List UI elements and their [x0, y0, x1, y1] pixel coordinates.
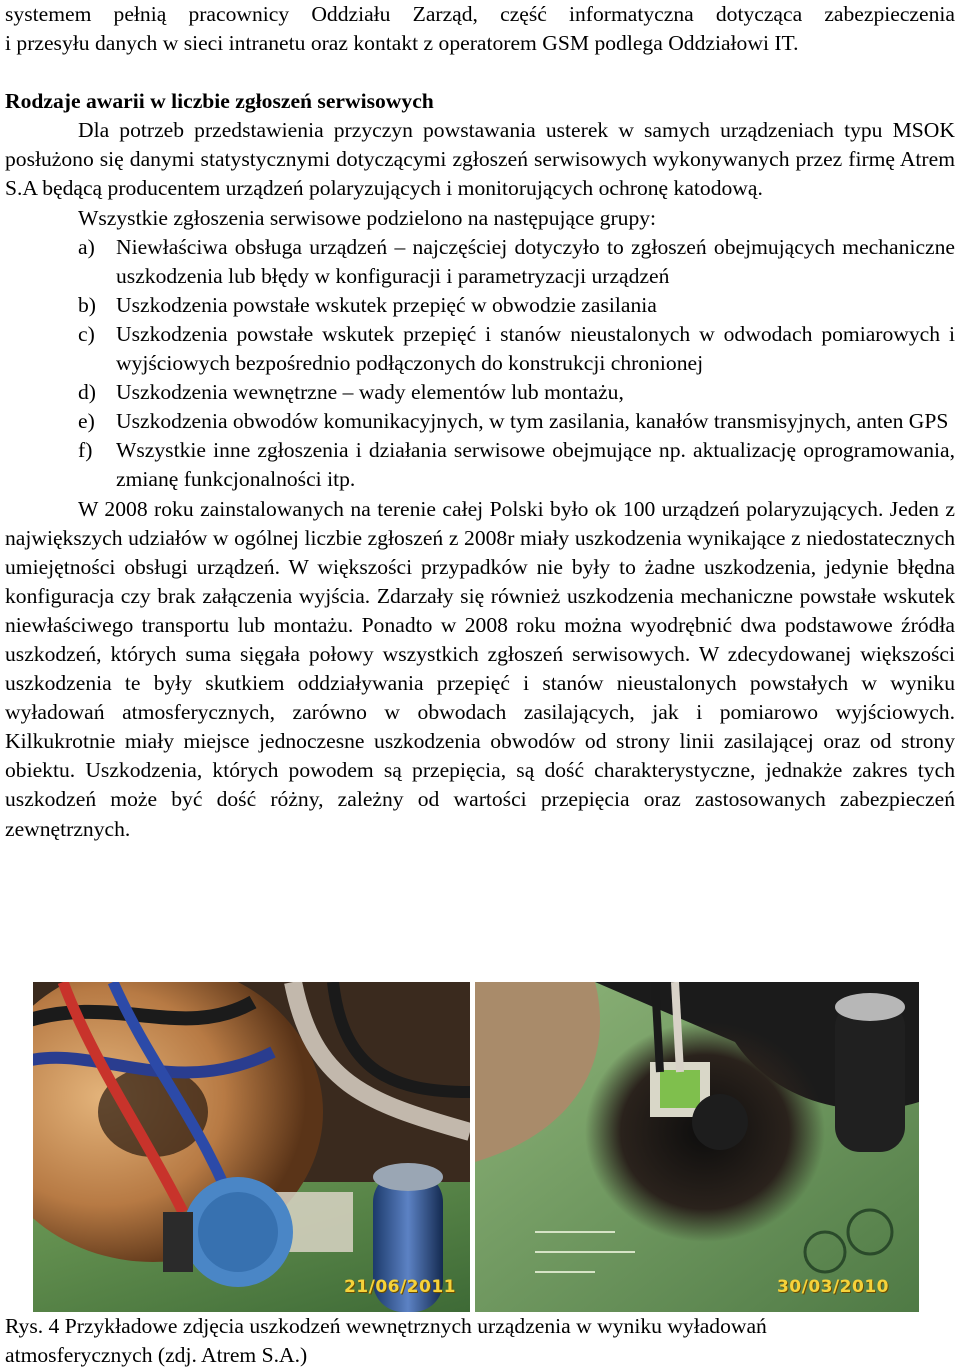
section-heading: Rodzaje awarii w liczbie zgłoszeń serwisowych: [5, 89, 434, 114]
photo-right-date-stamp: 30/03/2010: [776, 1276, 889, 1297]
photo-left-image: [33, 982, 470, 1312]
list-item-text: Uszkodzenia wewnętrzne – wady elementów lub montażu,: [116, 380, 624, 405]
photo-left-date-stamp: 21/06/2011: [343, 1276, 456, 1297]
caption-line-2: atmosferycznych (zdj. Atrem S.A.): [5, 1343, 308, 1368]
paragraph-intro: Dla potrzeb przedstawienia przyczyn powstawania usterek w samych urządzeniach typu MSOK posłużono się danymi statystycznymi dotyczącymi zgłoszeń serwisowych wykonywanych przez firmę Atrem S.A będącą producentem urządzeń polaryzujących i monitorujących ochronę katodową.: [5, 118, 955, 201]
list-item-text: Niewłaściwa obsługa urządzeń – najczęściej dotyczyło to zgłoszeń obejmujących mechaniczne uszkodzenia lub błędy w konfiguracji i parametryzacji urządzeń: [116, 234, 955, 288]
photo-right-image: [475, 982, 919, 1312]
document-page: [5, 0, 955, 844]
list-marker: f): [78, 438, 93, 463]
intro-line-2: i przesyłu danych w sieci intranetu oraz kontakt z operatorem GSM podlega Oddziałowi IT.: [5, 31, 799, 56]
list-item: [78, 407, 955, 436]
list-marker: a): [78, 234, 95, 259]
intro-line-1: systemem pełnią pracownicy Oddziału Zarząd, część informatyczna dotycząca zabezpieczenia: [5, 2, 955, 26]
list-item: [78, 233, 955, 291]
list-marker: e): [78, 409, 95, 434]
list-marker: b): [78, 292, 96, 317]
photo-transformer-damage: [33, 982, 470, 1312]
list-item-text: Uszkodzenia powstałe wskutek przepięć i stanów nieustalonych w odwodach pomiarowych i wyjściowych bezpośrednio podłączonych do konstrukcji chronionej: [116, 321, 955, 376]
list-item: [78, 291, 955, 320]
list-item: [78, 320, 955, 378]
list-item-text: Wszystkie inne zgłoszenia i działania serwisowe obejmujące np. aktualizację oprogramowania, zmianę funkcjonalności itp.: [116, 438, 955, 492]
caption-line-1: Rys. 4 Przykładowe zdjęcia uszkodzeń wewnętrznych urządzenia w wyniku wyładowań: [5, 1314, 767, 1338]
list-marker: c): [78, 321, 95, 346]
list-intro: Wszystkie zgłoszenia serwisowe podzielono na następujące grupy:: [78, 205, 657, 230]
paragraph-statistics: W 2008 roku zainstalowanych na terenie całej Polski było ok 100 urządzeń polaryzujących. Jeden z największych udziałów w ogólnej liczbie zgłoszeń z 2008r miały uszkodzenia wynikające z niedostatecznych umiejętności obsługi urządzeń. W większości przypadków nie były to żadne uszkodzenia, jedynie błędna konfiguracja czy brak załączenia wyjścia. Zdarzały się również uszkodzenia mechaniczne powstałe wskutek niewłaściwego transportu lub montażu. Ponadto w 2008 roku można wyodrębnić dwa podstawowe źródła uszkodzeń, których suma sięgała połowy wszystkich zgłoszeń serwisowych. W zdecydowanej większości uszkodzenia te były skutkiem oddziaływania przepięć i stanów nieustalonych powstałych w wyniku wyładowań atmosferycznych, zarówno w obwodach zasilających, jak i pomiarowo wyjściowych. Kilkukrotnie miały miejsce jednoczesne uszkodzenia obwodów od strony linii zasilającej oraz od strony obiektu. Uszkodzenia, których powodem są przepięcia, są dość charakterystyczne, jednakże zakres tych uszkodzeń może być dość różny, zależny od wartości przepięcia oraz zastosowanych zabezpieczeń zewnętrznych.: [5, 496, 955, 841]
list-item-text: Uszkodzenia powstałe wskutek przepięć w obwodzie zasilania: [116, 292, 657, 317]
photo-pcb-burn-damage: [475, 982, 919, 1312]
list-item-text: Uszkodzenia obwodów komunikacyjnych, w tym zasilania, kanałów transmisyjnych, anten GPS: [116, 409, 949, 434]
figure-caption: [5, 1312, 955, 1370]
figure-photos: [33, 982, 919, 1312]
fault-group-list: [5, 233, 955, 495]
list-marker: d): [78, 380, 96, 405]
list-item: [78, 436, 955, 494]
list-item: [78, 378, 955, 407]
